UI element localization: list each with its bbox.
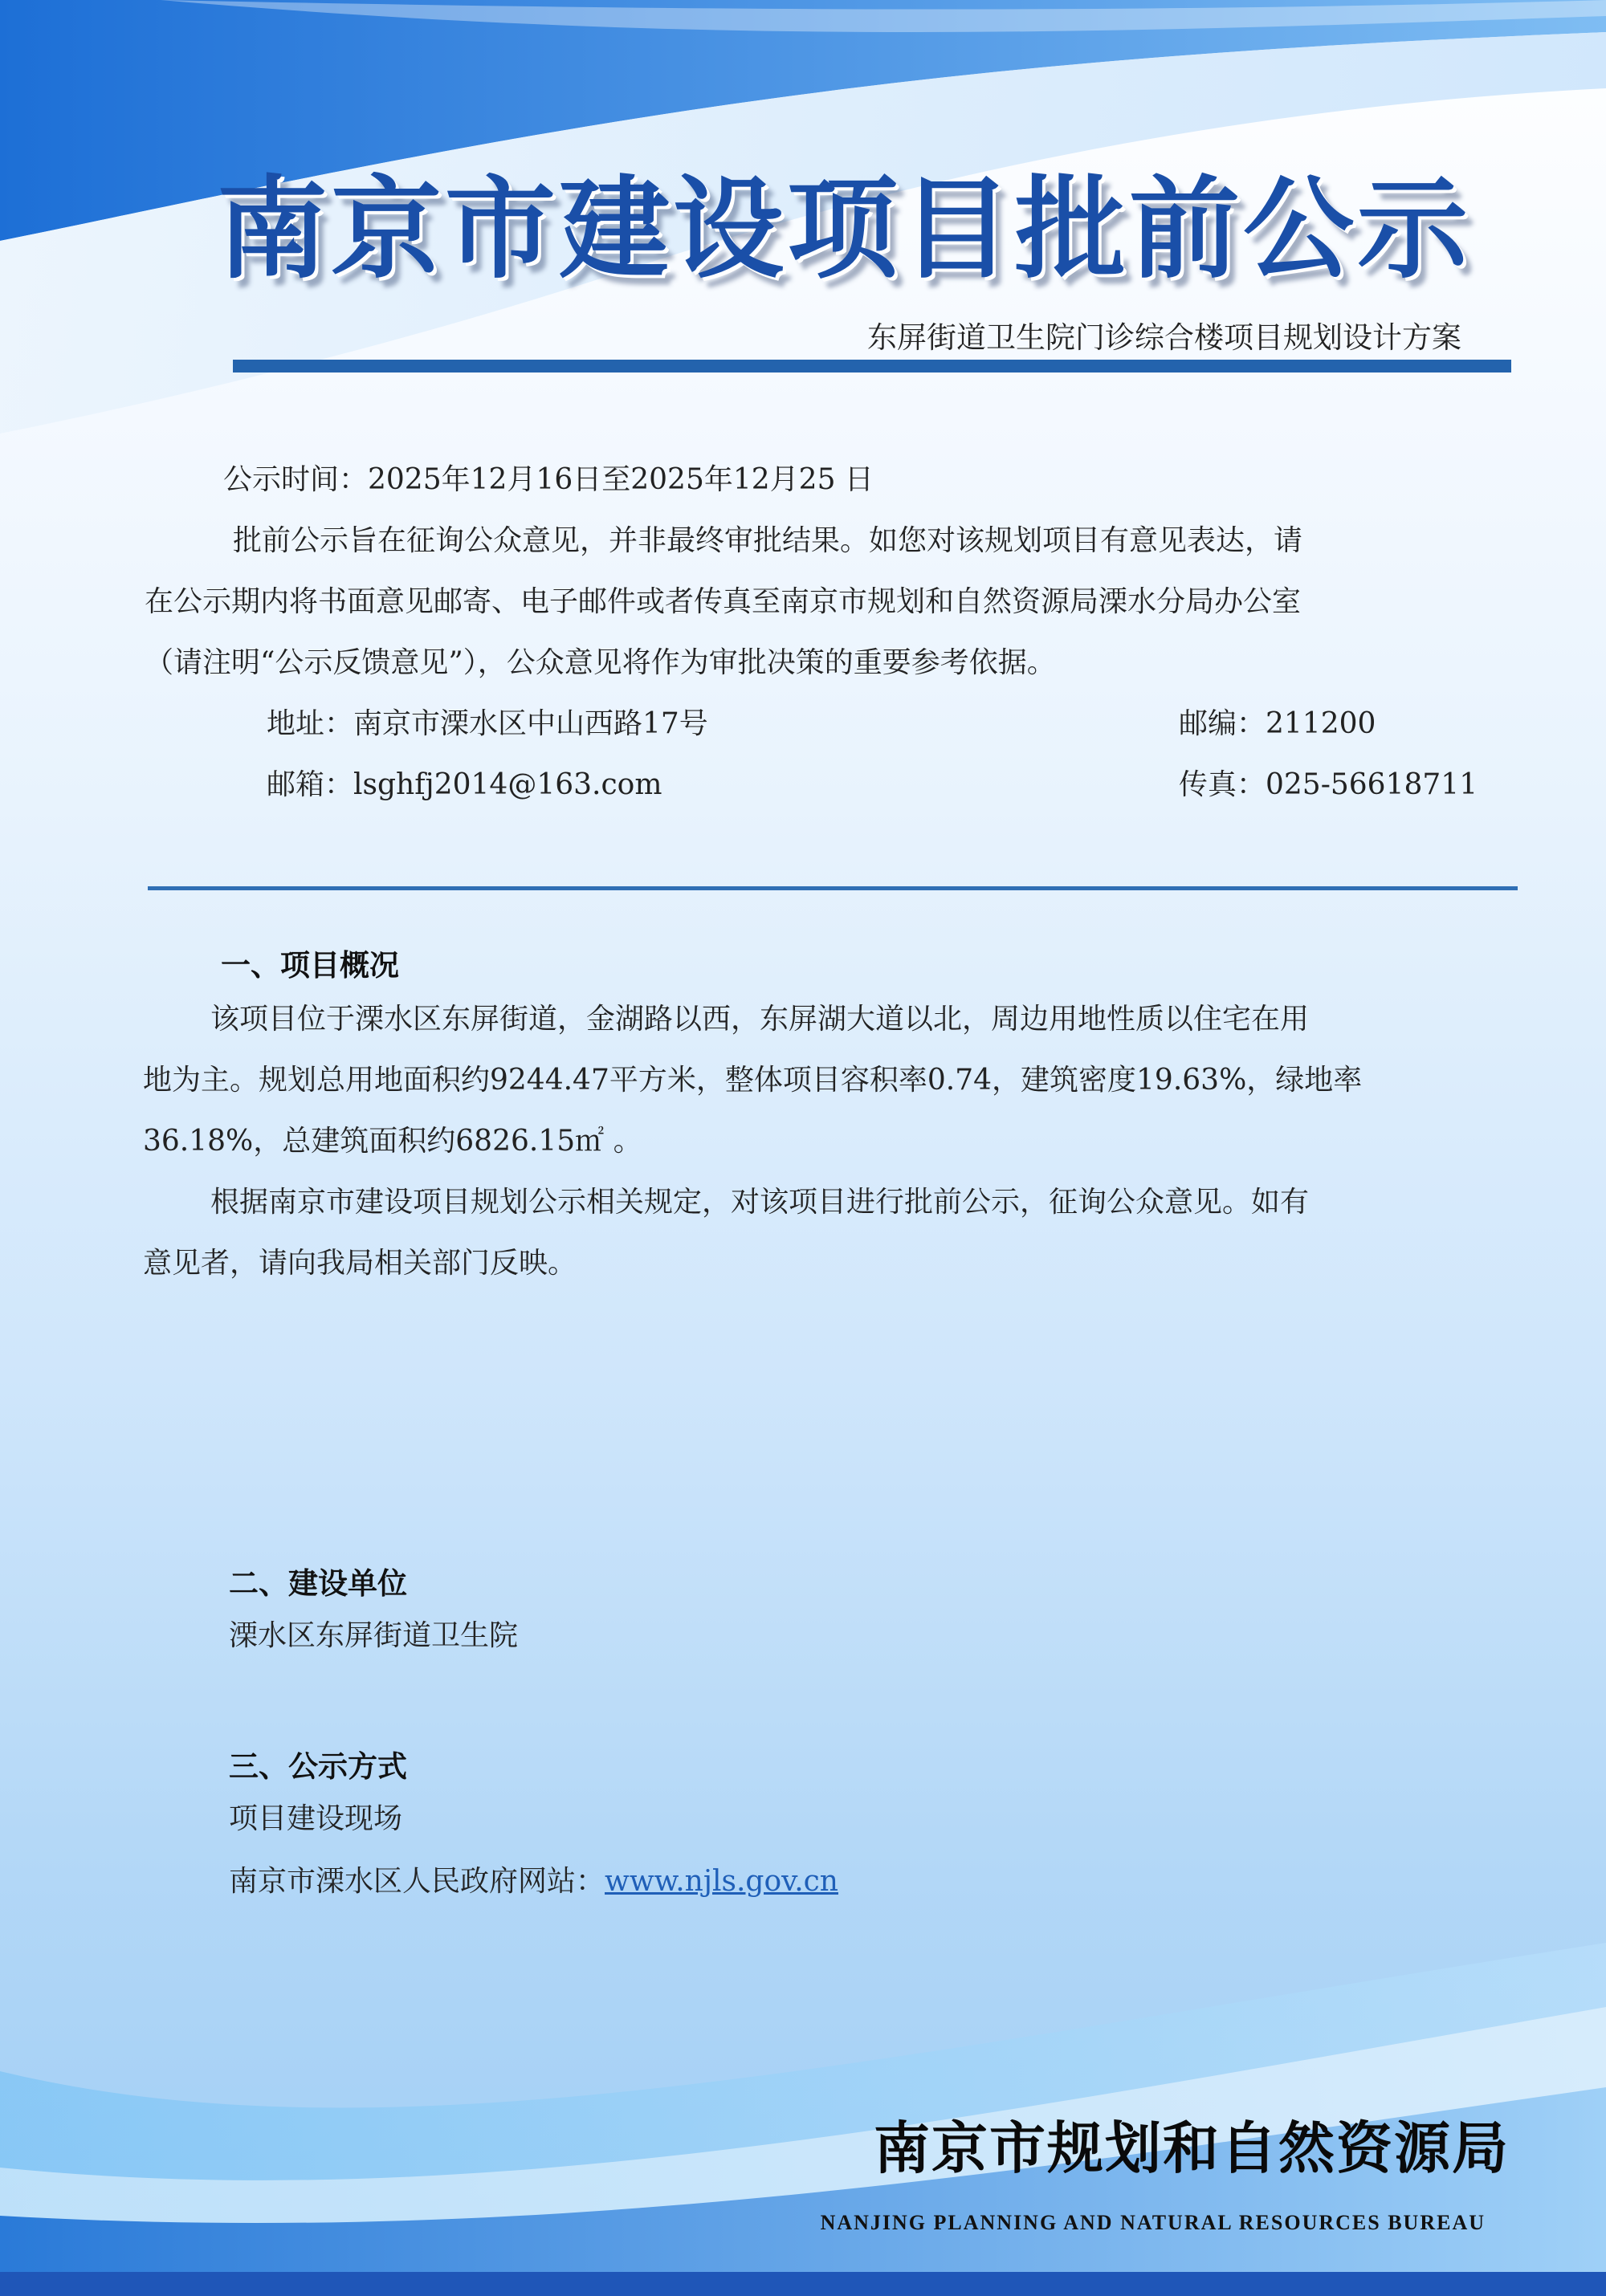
section-divider (148, 886, 1518, 890)
contact-postcode: 邮编：211200 (1179, 707, 1376, 740)
overview-p2-line2: 意见者，请向我局相关部门反映。 (143, 1247, 577, 1280)
builder-heading: 二、建设单位 (229, 1566, 407, 1601)
bottom-accent-bar (0, 2272, 1606, 2296)
project-subtitle: 东屏街道卫生院门诊综合楼项目规划设计方案 (867, 320, 1461, 355)
website-label: 南京市溧水区人民政府网站： (229, 1865, 605, 1898)
overview-p1-line2: 地为主。规划总用地面积约9244.47平方米，整体项目容积率0.74，建筑密度19.63%，绿地率 (143, 1064, 1363, 1097)
overview-p1-line1: 该项目位于溧水区东屏街道，金湖路以西，东屏湖大道以北，周边用地性质以住宅在用 (210, 1003, 1310, 1036)
notice-period: 公示时间：2025年12月16日至2025年12月25 日 (223, 463, 874, 496)
notice-intro-line2: 在公示期内将书面意见邮寄、电子邮件或者传真至南京市规划和自然资源局溧水分局办公室 (145, 585, 1302, 618)
notice-intro-line1: 批前公示旨在征询公众意见，并非最终审批结果。如您对该规划项目有意见表达，请 (233, 524, 1303, 557)
website-link[interactable]: www.njls.gov.cn (605, 1865, 838, 1898)
contact-fax: 传真：025-56618711 (1179, 768, 1478, 801)
contact-address: 地址：南京市溧水区中山西路17号 (267, 707, 708, 740)
overview-p1-line3: 36.18%，总建筑面积约6826.15㎡ 。 (143, 1125, 642, 1158)
method-heading: 三、公示方式 (229, 1749, 407, 1784)
overview-p2-line1: 根据南京市建设项目规划公示相关规定，对该项目进行批前公示，征询公众意见。如有 (210, 1186, 1310, 1219)
contact-email: 邮箱：lsghfj2014@163.com (267, 768, 662, 801)
overview-heading: 一、项目概况 (221, 948, 399, 983)
method-item-site: 项目建设现场 (229, 1802, 403, 1835)
notice-intro-line3: （请注明“公示反馈意见”），公众意见将作为审批决策的重要参考依据。 (145, 646, 1056, 679)
builder-name: 溧水区东屏街道卫生院 (229, 1619, 519, 1652)
bureau-name-en: NANJING PLANNING AND NATURAL RESOURCES BUREAU (820, 2211, 1486, 2234)
page-title: 南京市建设项目批前公示 (217, 163, 1472, 294)
method-item-website (229, 1851, 838, 1912)
subtitle-divider (233, 360, 1511, 372)
bureau-name-cn: 南京市规划和自然资源局 (874, 2115, 1510, 2181)
